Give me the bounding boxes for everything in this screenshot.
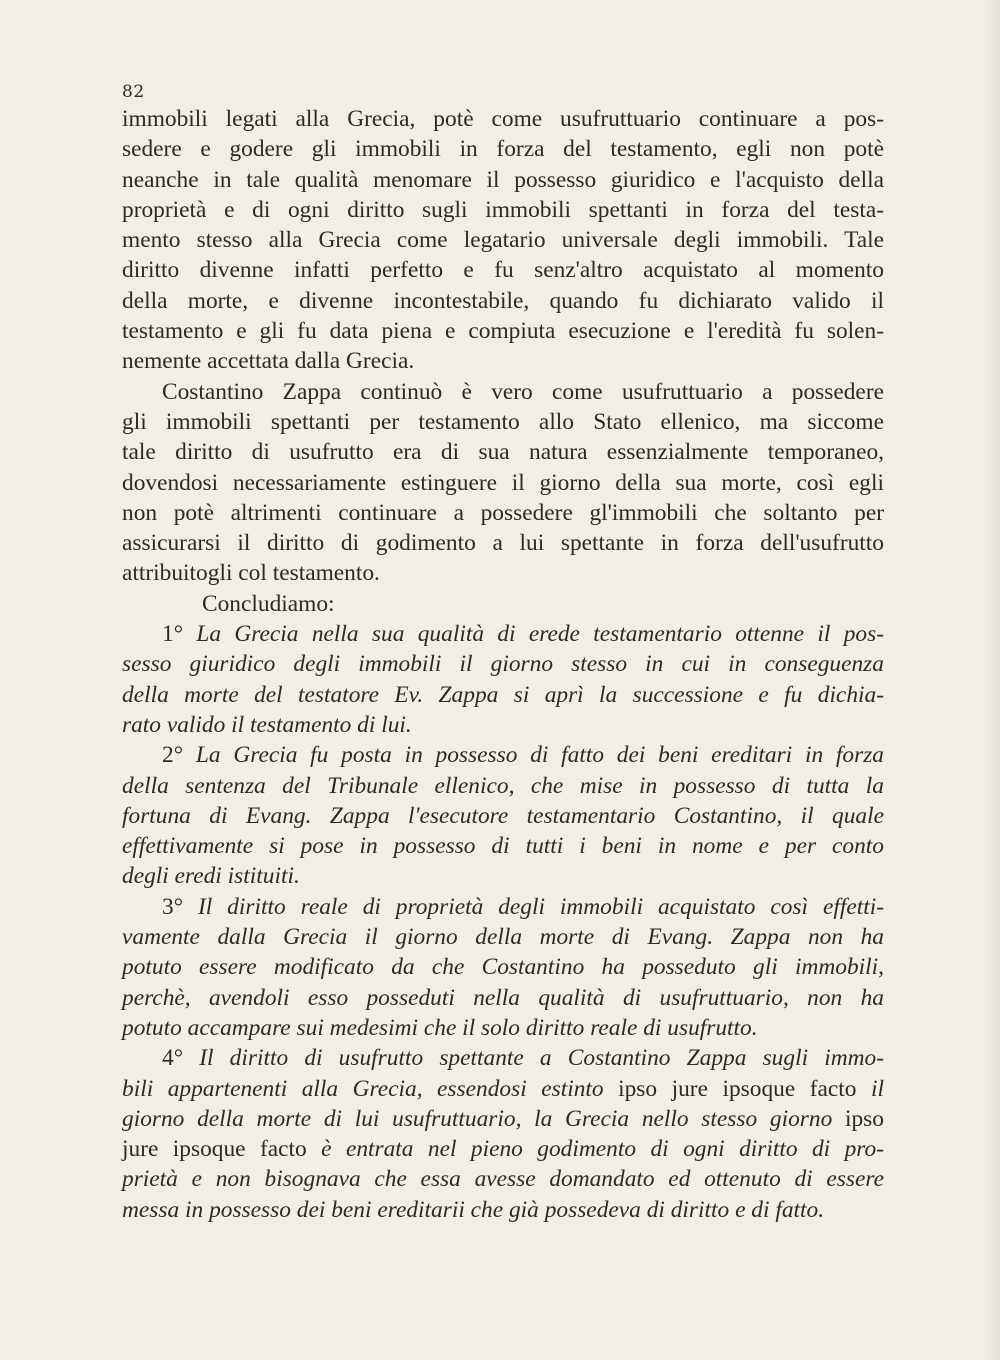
item-number: 4° bbox=[162, 1045, 184, 1072]
text-line: degli eredi istituiti. bbox=[122, 863, 300, 890]
text-line: potuto accampare sui medesimi che il solo diritto reale di usufrutto. bbox=[122, 1014, 758, 1041]
text-line: della morte del testatore Ev. Zappa si aprì la successione e fu dichia- bbox=[122, 681, 884, 708]
item-text: il bbox=[871, 1075, 885, 1102]
text-line: gli immobili spettanti per testamento allo Stato ellenico, ma siccome bbox=[122, 408, 884, 435]
text-line: fortuna di Evang. Zappa l'esecutore testamentario Costantino, il quale bbox=[122, 802, 884, 829]
text-line: prietà e non bisognava che essa avesse domandato ed ottenuto di essere bbox=[122, 1166, 884, 1193]
text-line bbox=[122, 1104, 884, 1134]
text-line: immobili legati alla Grecia, potè come usufruttuario continuare a pos- bbox=[122, 106, 884, 132]
item-number: 3° bbox=[162, 893, 184, 920]
text-line: proprietà e di ogni diritto sugli immobili spettanti in forza del testa- bbox=[122, 196, 884, 223]
text-line: tale diritto di usufrutto era di sua natura essenzialmente temporaneo, bbox=[122, 439, 884, 466]
body-text bbox=[122, 104, 884, 1225]
text-line: effettivamente si pose in possesso di tutti i beni in nome e per conto bbox=[122, 833, 884, 860]
text-line: perchè, avendoli esso posseduti nella qualità di usufruttuario, non ha bbox=[122, 984, 884, 1011]
text-line: dovendosi necessariamente estinguere il giorno della sua morte, così egli bbox=[122, 469, 884, 496]
text-line bbox=[122, 1074, 884, 1104]
text-line bbox=[122, 892, 884, 922]
conclusion-item-2 bbox=[122, 740, 884, 891]
text-line: messa in possesso dei beni ereditarii che già possedeva di diritto e di fatto. bbox=[122, 1196, 825, 1223]
conclusion-item-4 bbox=[122, 1043, 884, 1225]
page-number: 82 bbox=[122, 82, 145, 102]
text-line: Concludiamo: bbox=[202, 590, 335, 617]
text-line: assicurarsi il diritto di godimento a lui spettante in forza dell'usufrutto bbox=[122, 530, 884, 557]
item-text: La Grecia fu posta in possesso di fatto dei beni ereditari in forza bbox=[195, 742, 884, 769]
text-line: neanche in tale qualità menomare il possesso giuridico e l'acquisto della bbox=[122, 166, 884, 193]
paragraph-2 bbox=[122, 377, 884, 589]
item-text: giorno della morte di lui usufruttuario, la Grecia nello stesso giorno bbox=[122, 1105, 833, 1132]
text-line: sedere e godere gli immobili in forza del testamento, egli non potè bbox=[122, 136, 884, 163]
text-line: vamente dalla Grecia il giorno della morte di Evang. Zappa non ha bbox=[122, 924, 884, 951]
text-line bbox=[122, 619, 884, 649]
item-text: Il diritto reale di proprietà degli immobili acquistato così effetti- bbox=[197, 893, 884, 920]
page-edge-shadow bbox=[982, 0, 1000, 1360]
latin-phrase: ipso bbox=[844, 1105, 884, 1132]
text-line bbox=[122, 1134, 884, 1164]
item-number: 1° bbox=[162, 621, 184, 648]
conclusion-item-1 bbox=[122, 619, 884, 740]
paragraph-1 bbox=[122, 104, 884, 377]
text-line: attribuitogli col testamento. bbox=[122, 560, 380, 587]
text-line bbox=[122, 740, 884, 770]
text-line: rato valido il testamento di lui. bbox=[122, 711, 412, 738]
text-line: diritto divenne infatti perfetto e fu senz'altro acquistato al momento bbox=[122, 257, 884, 284]
text-line: della sentenza del Tribunale ellenico, che mise in possesso di tutta la bbox=[122, 772, 884, 799]
item-number: 2° bbox=[162, 742, 184, 769]
latin-phrase: jure ipsoque facto bbox=[122, 1136, 307, 1163]
text-line: potuto essere modificato da che Costantino ha posseduto gli immobili, bbox=[122, 954, 884, 981]
item-text: Il diritto di usufrutto spettante a Costantino Zappa sugli immo- bbox=[199, 1045, 884, 1072]
text-line: nemente accettata dalla Grecia. bbox=[122, 348, 415, 375]
text-line: testamento e gli fu data piena e compiuta esecuzione e l'eredità fu solen- bbox=[122, 318, 884, 345]
text-line: mento stesso alla Grecia come legatario universale degli immobili. Tale bbox=[122, 227, 884, 254]
text-line: sesso giuridico degli immobili il giorno stesso in cui in conseguenza bbox=[122, 651, 884, 678]
item-text: è entrata nel pieno godimento di ogni diritto di pro- bbox=[321, 1136, 884, 1163]
text-line: Costantino Zappa continuò è vero come usufruttuario a possedere bbox=[162, 378, 884, 405]
text-line bbox=[122, 1043, 884, 1073]
item-text: bili appartenenti alla Grecia, essendosi estinto bbox=[122, 1075, 604, 1102]
conclusion-item-3 bbox=[122, 892, 884, 1043]
conclusion-heading bbox=[122, 589, 884, 619]
text-line: della morte, e divenne incontestabile, quando fu dichiarato valido il bbox=[122, 287, 884, 314]
item-text: La Grecia nella sua qualità di erede testamentario ottenne il pos- bbox=[196, 621, 884, 648]
latin-phrase: ipso jure ipsoque facto bbox=[618, 1075, 857, 1102]
text-line: non potè altrimenti continuare a possedere gl'immobili che soltanto per bbox=[122, 499, 884, 526]
